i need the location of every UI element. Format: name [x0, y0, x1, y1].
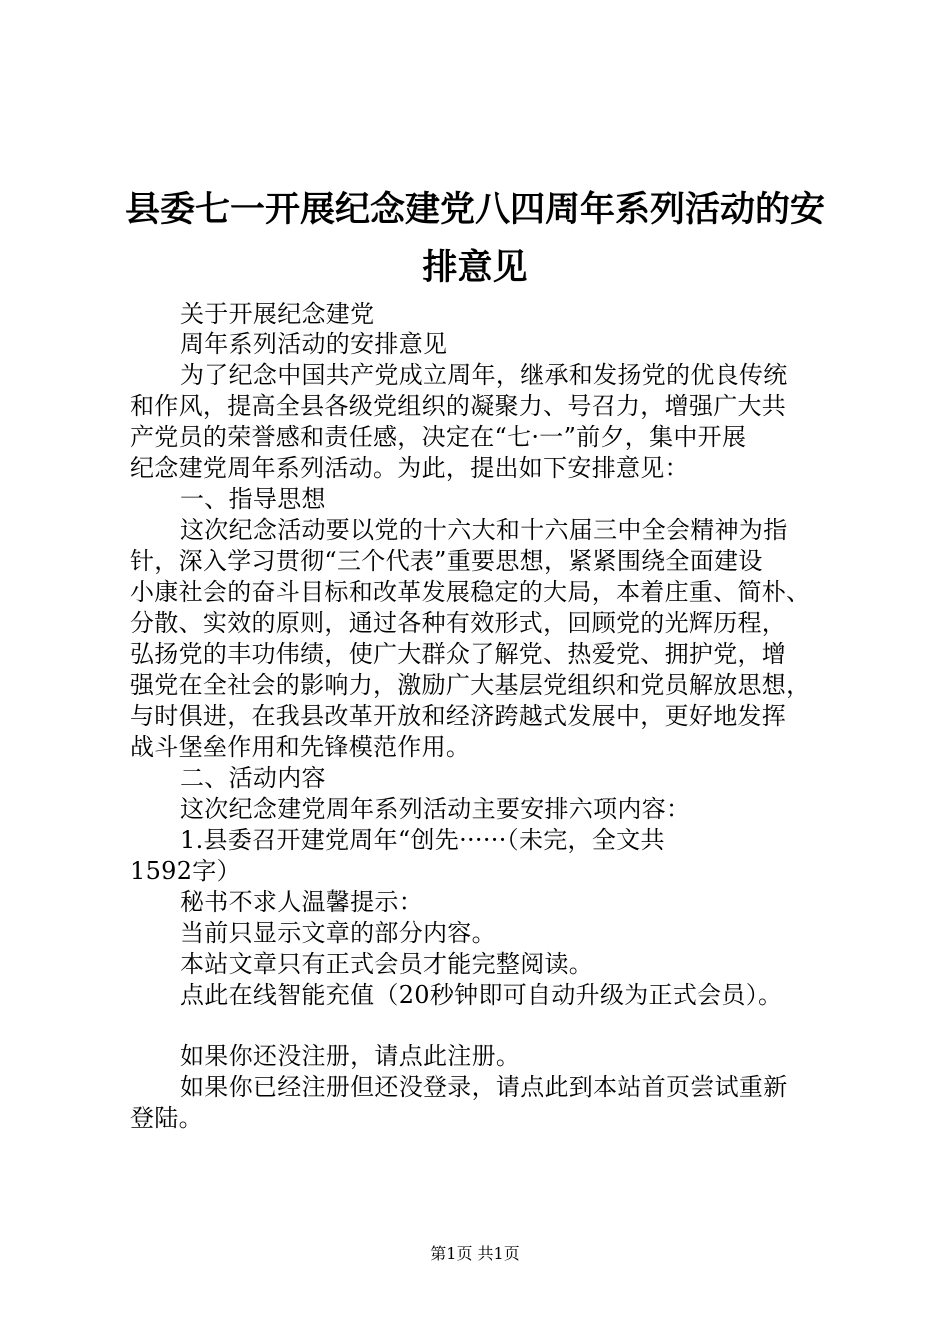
paragraph-line: 强党在全社会的影响力，激励广大基层党组织和党员解放思想， [130, 671, 811, 699]
section-heading: 二、活动内容 [180, 764, 326, 792]
paragraph-line: 分散、实效的原则，通过各种有效形式，回顾党的光辉历程， [130, 609, 787, 637]
subtitle-line: 关于开展纪念建党 [180, 300, 375, 328]
notice-line: 当前只显示文章的部分内容。 [180, 919, 496, 947]
section-heading: 一、指导思想 [180, 485, 326, 513]
paragraph-line: 小康社会的奋斗目标和改革发展稳定的大局，本着庄重、简朴、 [130, 578, 811, 606]
document-title-line-2: 排意见 [422, 248, 528, 288]
login-link-continued[interactable]: 登陆。 [130, 1104, 203, 1132]
paragraph-line: 纪念建党周年系列活动。为此，提出如下安排意见： [130, 454, 689, 482]
paragraph-line: 与时俱进，在我县改革开放和经济跨越式发展中，更好地发挥 [130, 702, 787, 730]
subtitle-line: 周年系列活动的安排意见 [180, 330, 448, 358]
paragraph-line: 为了纪念中国共产党成立周年，继承和发扬党的优良传统 [180, 361, 788, 389]
page-number: 第1页 共1页 [430, 1244, 520, 1263]
paragraph-line: 1.县委召开建党周年“创先······（未完，全文共 [180, 826, 665, 854]
paragraph-line: 针，深入学习贯彻“三个代表”重要思想，紧紧围绕全面建设 [130, 547, 763, 575]
login-link[interactable]: 如果你已经注册但还没登录，请点此到本站首页尝试重新 [180, 1073, 788, 1101]
notice-line: 秘书不求人温馨提示： [180, 888, 423, 916]
paragraph-line: 这次纪念建党周年系列活动主要安排六项内容： [180, 795, 691, 823]
paragraph-line: 和作风，提高全县各级党组织的凝聚力、号召力，增强广大共 [130, 392, 787, 420]
paragraph-line: 弘扬党的丰功伟绩，使广大群众了解党、热爱党、拥护党，增 [130, 640, 787, 668]
paragraph-line: 战斗堡垒作用和先锋模范作用。 [130, 733, 471, 761]
paragraph-line: 这次纪念活动要以党的十六大和十六届三中全会精神为指 [180, 516, 788, 544]
recharge-link[interactable]: 点此在线智能充值（20秒钟即可自动升级为正式会员）。 [180, 981, 783, 1009]
paragraph-line: 1592字） [130, 857, 241, 885]
notice-line: 本站文章只有正式会员才能完整阅读。 [180, 950, 594, 978]
paragraph-line: 产党员的荣誉感和责任感，决定在“七·一”前夕，集中开展 [130, 423, 747, 451]
register-link[interactable]: 如果你还没注册，请点此注册。 [180, 1042, 521, 1070]
document-title-line-1: 县委七一开展纪念建党八四周年系列活动的安 [124, 190, 825, 230]
